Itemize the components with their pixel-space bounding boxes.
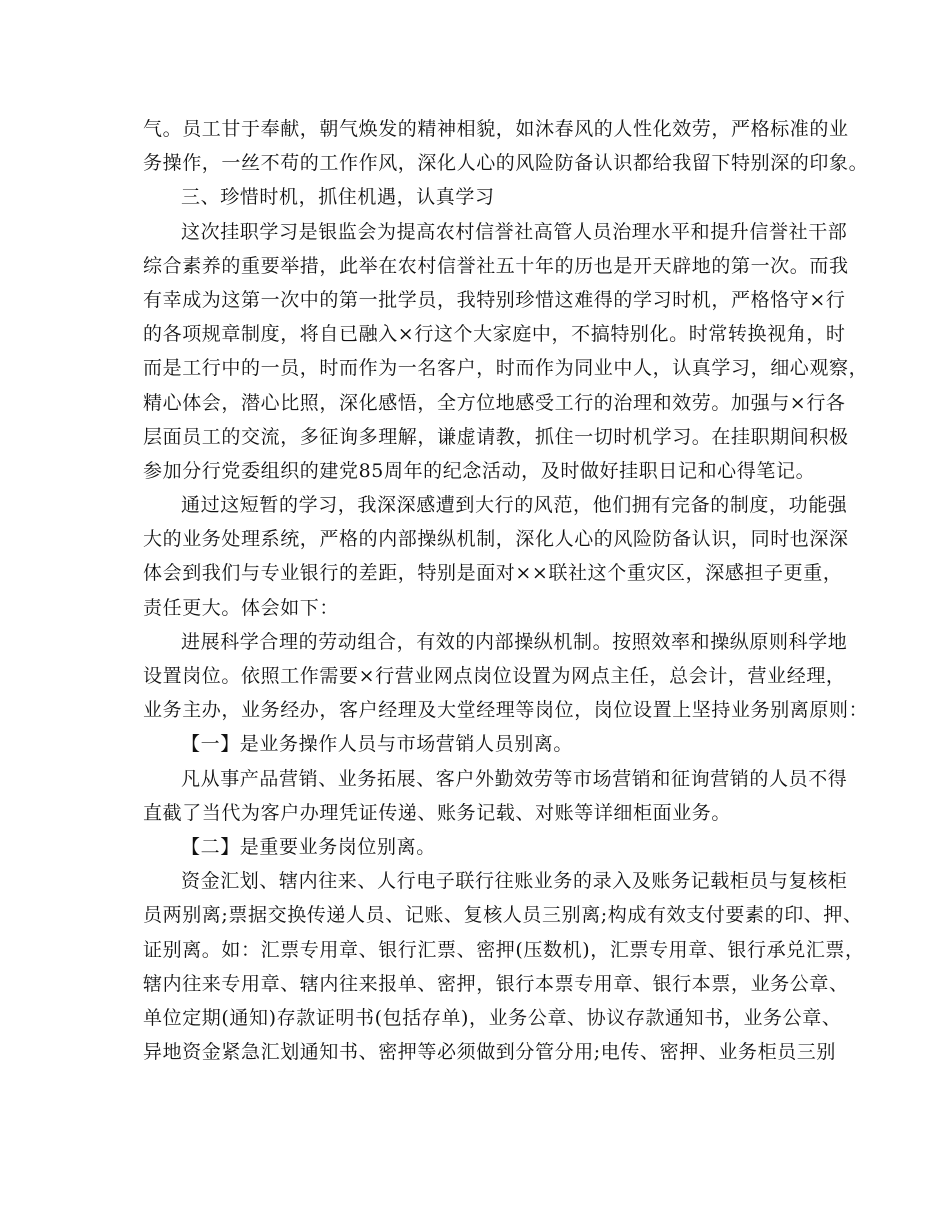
text-line: 大的业务处理系统，严格的内部操纵机制，深化人心的风险防备认识，同时也深深 (143, 528, 849, 551)
text-line: 而是工行中的一员，时而作为一名客户，时而作为同业中人，认真学习，细心观察， (143, 357, 869, 380)
text-line: 进展科学合理的劳动组合，有效的内部操纵机制。按照效率和操纵原则科学地 (181, 630, 848, 653)
text-line: 单位定期(通知)存款证明书(包括存单)，业务公章、协议存款通知书，业务公章、 (143, 1006, 842, 1029)
text-line: 员两别离;票据交换传递人员、记账、复核人员三别离;构成有效支付要素的印、押、 (143, 904, 863, 927)
text-line: 【一】是业务操作人员与市场营销人员别离。 (181, 733, 574, 756)
text-line: 【二】是重要业务岗位别离。 (181, 835, 436, 858)
text-line: 资金汇划、辖内往来、人行电子联行往账业务的录入及账务记载柜员与复核柜 (181, 870, 848, 893)
text-line: 层面员工的交流，多征询多理解，谦虚请教，抓住一切时机学习。在挂职期间积极 (143, 425, 849, 448)
text-line: 三、珍惜时机，抓住机遇，认真学习 (181, 186, 495, 209)
text-line: 这次挂职学习是银监会为提高农村信誉社高管人员治理水平和提升信誉社干部 (181, 220, 848, 243)
text-line: 通过这短暂的学习，我深深感遭到大行的风范，他们拥有完备的制度，功能强 (181, 494, 848, 517)
text-line: 的各项规章制度，将自已融入×行这个大家庭中，不搞特别化。时常转换视角，时 (143, 323, 846, 346)
text-line: 证别离。如：汇票专用章、银行汇票、密押(压数机)，汇票专用章、银行承兑汇票， (143, 938, 865, 961)
text-line: 综合素养的重要举措，此举在农村信誉社五十年的历也是开天辟地的第一次。而我 (143, 254, 849, 277)
text-line: 辖内往来专用章、辖内往来报单、密押，银行本票专用章、银行本票，业务公章、 (143, 972, 849, 995)
text-line: 精心体会，潜心比照，深化感悟，全方位地感受工行的治理和效劳。加强与×行各 (143, 391, 846, 414)
document-body (143, 112, 869, 1069)
text-line: 凡从事产品营销、业务拓展、客户外勤效劳等市场营销和征询营销的人员不得 (181, 767, 848, 790)
text-line: 务操作，一丝不苟的工作作风，深化人心的风险防备认识都给我留下特别深的印象。 (143, 152, 869, 175)
text-line: 业务主办，业务经办，客户经理及大堂经理等岗位，岗位设置上坚持业务别离原则： (143, 699, 869, 722)
text-line: 有幸成为这第一次中的第一批学员，我特别珍惜这难得的学习时机，严格恪守×行 (143, 288, 846, 311)
text-line: 体会到我们与专业银行的差距，特别是面对××联社这个重灾区，深感担子更重， (143, 562, 843, 585)
text-line: 气。员工甘于奉献，朝气焕发的精神相貌，如沐春风的人性化效劳，严格标准的业 (143, 118, 849, 140)
text-line: 参加分行党委组织的建党85周年的纪念活动，及时做好挂职日记和心得笔记。 (143, 459, 816, 482)
text-line: 直截了当代为客户办理凭证传递、账务记载、对账等详细柜面业务。 (143, 801, 732, 824)
text-line: 设置岗位。依照工作需要×行营业网点岗位设置为网点主任，总会计，营业经理， (143, 665, 846, 687)
text-line: 责任更大。体会如下： (143, 596, 340, 619)
text-line: 异地资金紧急汇划通知书、密押等必须做到分管分用;电传、密押、业务柜员三别 (143, 1041, 837, 1064)
